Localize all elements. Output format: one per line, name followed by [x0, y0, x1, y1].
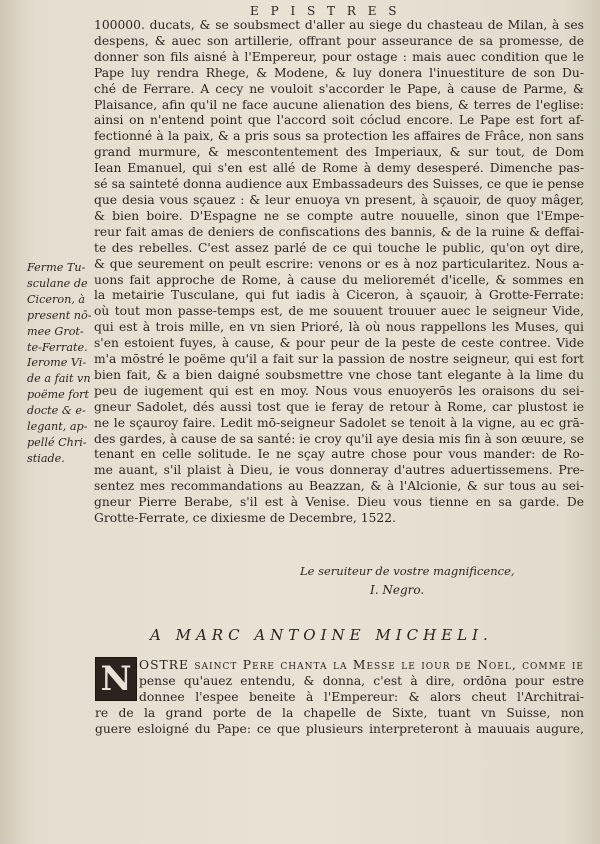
margin-note: [27, 260, 97, 467]
letter-body: [94, 18, 584, 527]
margin-note-line: te-Ferrate.: [27, 340, 88, 354]
text-line: que desia vous sçauez : & leur enuoya vn present, à sçauoir, de quoy mâger,: [94, 192, 584, 207]
text-line: sentez mes recommandations au Beazzan, & à l'Alcionie, & sur tous au sei-: [94, 479, 584, 494]
text-line: la metairie Tusculane, qui fut iadis à Ciceron, à sçauoir, à Grotte-Ferrate:: [94, 288, 584, 303]
text-line: s'en estoient fuyes, à cause, & pour peur de la peste de ceste contree. Vide: [94, 336, 584, 351]
margin-note-line: mee Grot-: [27, 324, 84, 338]
text-line: me auant, s'il plaist à Dieu, ie vous donneray d'autres aduertissemens. Pre-: [94, 463, 584, 478]
decorated-initial: [95, 657, 137, 701]
text-line: Grotte-Ferrate, ce dixiesme de Decembre, 1522.: [94, 511, 396, 526]
margin-note-line: stiade.: [27, 451, 65, 465]
text-line: & que seurement on peult escrire: venons or es à noz particularitez. Nous a-: [94, 256, 584, 271]
section-heading: A MARC ANTOINE MICHELI.: [150, 626, 493, 644]
running-head: E P I S T R E S: [250, 4, 401, 18]
text-line: ainsi on n'entend point que l'accord soit cóclud encore. Le Pape est fort af-: [94, 113, 584, 128]
text-line: uons fait approche de Rome, à cause du melioremét d'icelle, & sommes en: [94, 272, 584, 287]
margin-note-line: Ciceron, à: [27, 292, 86, 306]
text-line: qui est à trois mille, en vn sien Prioré, là où nous rappellons les Muses, qui: [94, 320, 584, 335]
signature-name: I. Negro.: [370, 583, 425, 597]
margin-note-line: Ferme Tu-: [27, 261, 86, 274]
text-line: fectionné à la paix, & a pris sous sa protection les affaires de Frâce, non sans: [94, 129, 584, 144]
text-line: où tout mon passe-temps est, de me souuent trouuer auec le seigneur Vide,: [94, 304, 584, 319]
text-line: pense qu'auez entendu, & donna, c'est à dire, ordōna pour estre: [139, 674, 584, 688]
text-line: ne le sçauroy faire. Ledit mō-seigneur Sadolet se tenoit à la vigne, au ec grā-: [94, 415, 584, 430]
text-line: tenant en celle solitude. Ie ne sçay autre chose pour vous mander: de Ro-: [94, 447, 584, 462]
text-line: guere esloigné du Pape: ce que plusieurs interpreteront à mauuais augure,: [95, 722, 584, 736]
margin-note-line: poëme fort: [27, 388, 90, 402]
text-line: Plaisance, afin qu'il ne face aucune alienation des biens, & terres de l'eglise:: [94, 97, 584, 112]
text-line: despens, & auec son artillerie, offrant pour asseurance de sa promesse, de: [94, 33, 584, 48]
signature: Le seruiteur de vostre magnificence,: [300, 564, 515, 578]
second-letter-body: [95, 657, 584, 737]
margin-note-line: Ierome Vi-: [27, 356, 87, 370]
text-line: te des rebelles. C'est assez parlé de ce qui touche le public, qu'on oyt dire,: [94, 240, 584, 255]
margin-note-line: legant, ap-: [27, 420, 88, 434]
text-line: sé sa sainteté donna audience aux Embassadeurs des Suisses, ce que ie pense: [94, 177, 584, 192]
text-line: Iean Emanuel, qui s'en est allé de Rome à demy desesperé. Dimenche pas-: [94, 161, 584, 176]
margin-note-line: de a fait vn: [27, 372, 91, 386]
text-line: reur fait amas de deniers de confiscations des bannis, & de la ruine & deffai-: [94, 224, 584, 239]
text-line: gneur Sadolet, dés aussi tost que ie feray de retour à Rome, car plustost ie: [94, 399, 584, 414]
initial-letter: N: [100, 659, 132, 699]
text-line: donnee l'espee beneite à l'Empereur: & alors cheut l'Architrai-: [139, 690, 584, 704]
text-line: m'a mōstré le poëme qu'il a fait sur la passion de nostre seigneur, qui est fort: [94, 352, 584, 367]
text-line: grand murmure, & mescontentement des Imperiaux, & sur tout, de Dom: [94, 145, 584, 160]
text-line: 100000. ducats, & se soubsmect d'aller au siege du chasteau de Milan, à ses: [94, 18, 584, 32]
text-line: OSTRE sainct Pere chanta la Messe le iour de Noel, comme ie: [139, 658, 584, 672]
margin-note-line: docte & e-: [27, 404, 86, 418]
text-line: re de la grand porte de la chapelle de Sixte, tuant vn Suisse, non: [95, 706, 584, 720]
margin-note-line: sculane de: [27, 276, 88, 290]
margin-note-line: present nō-: [27, 308, 92, 322]
text-line: Pape luy rendra Rhege, & Modene, & luy donera l'inuestiture de son Du-: [94, 65, 584, 80]
text-line: gneur Pierre Berabe, s'il est à Venise. Dieu vous tienne en sa garde. De: [94, 495, 584, 510]
text-line: ché de Ferrare. A cecy ne vouloit s'accorder le Pape, à cause de Parme, &: [94, 81, 584, 96]
margin-note-line: pellé Chri-: [27, 435, 87, 449]
text-line: bien fait, & a bien daigné soubsmettre vne chose tant elegante à la lime du: [94, 367, 584, 382]
text-line: des gardes, à cause de sa santé: ie croy qu'il aye desia mis fin à son œuure, se: [94, 431, 584, 446]
text-line: peu de iugement qui est en moy. Nous vous enuoyerōs les oraisons du sei-: [94, 383, 584, 398]
text-line: donner son fils aisné à l'Empereur, pour ostage : mais auec condition que le: [94, 49, 584, 64]
text-line: & bien boire. D'Espagne ne se compte autre nouuelle, sinon que l'Empe-: [94, 208, 584, 223]
